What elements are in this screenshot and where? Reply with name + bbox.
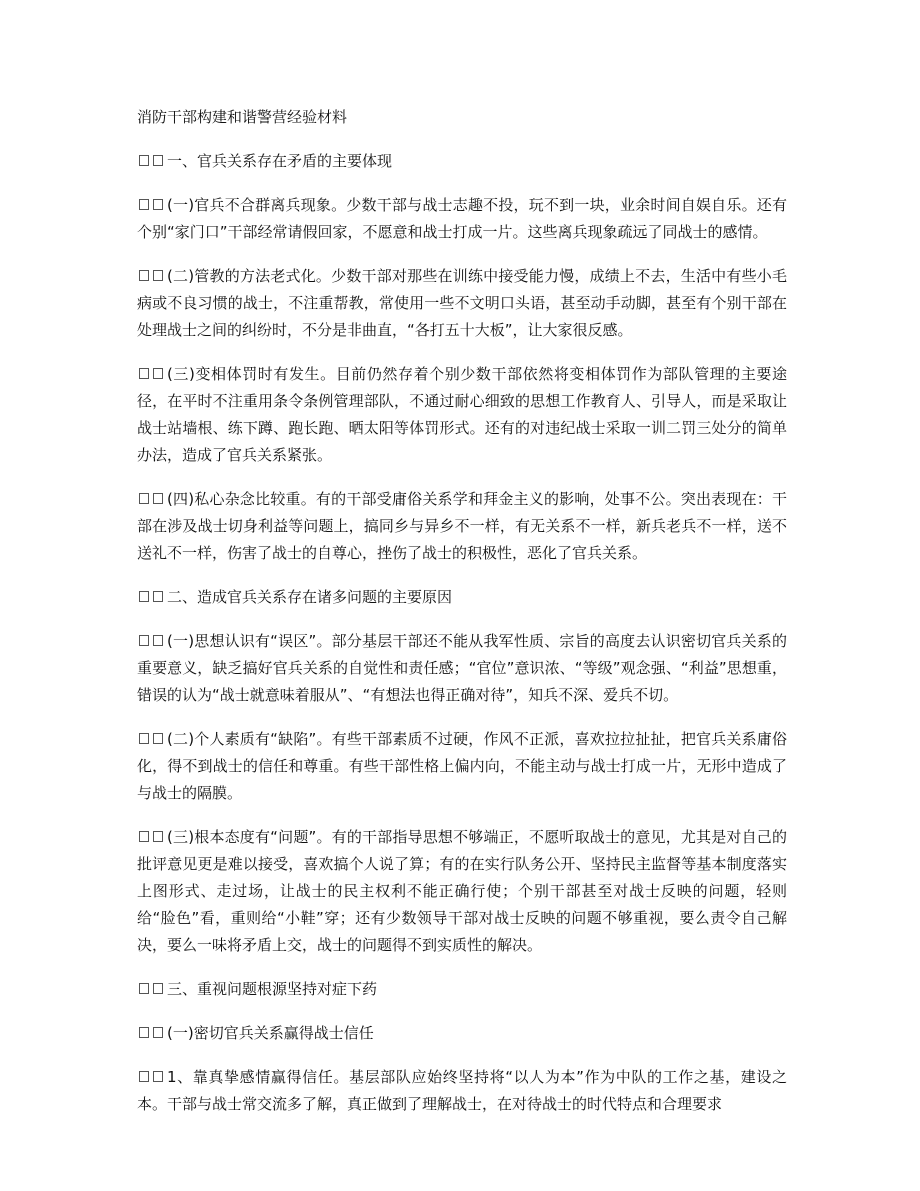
indent-placeholder-icon — [137, 732, 167, 744]
paragraph-text: (一)官兵不合群离兵现象。少数干部与战士志趣不投，玩不到一块，业余时间自娱自乐。还有个别“家门口”干部经常请假回家，不愿意和战士打成一片。这些离兵现象疏远了同战士的感情。 — [137, 196, 787, 241]
paragraph-1-3 — [137, 361, 787, 469]
indent-placeholder-icon — [137, 367, 167, 379]
paragraph-text: (一)密切官兵关系赢得战士信任 — [167, 1024, 374, 1042]
paragraph-text: 二、造成官兵关系存在诸多问题的主要原因 — [167, 588, 453, 606]
document-title: 消防干部构建和谐警营经验材料 — [137, 108, 348, 126]
indent-placeholder-icon — [137, 830, 167, 842]
section-heading-1 — [137, 148, 787, 175]
section-heading-3 — [137, 976, 787, 1003]
paragraph-text: 1、靠真挚感情赢得信任。基层部队应始终坚持将“以人为本”作为中队的工作之基，建设之本。干部与战士常交流多了解，真正做到了理解战士，在对待战士的时代特点和合理要求 — [137, 1068, 787, 1113]
paragraph-1-2 — [137, 263, 787, 344]
indent-placeholder-icon — [137, 269, 167, 281]
paragraph-3-1-1 — [137, 1064, 787, 1118]
paragraph-1-1 — [137, 192, 787, 246]
subsection-heading-3-1 — [137, 1020, 787, 1047]
document-page — [137, 104, 787, 1135]
paragraph-text: (二)管教的方法老式化。少数干部对那些在训练中接受能力慢，成绩上不去，生活中有些小毛病或不良习惯的战士，不注重帮教，常使用一些不文明口头语，甚至动手动脚，甚至有个别干部在处理战士之间的纠纷时，不分是非曲直，“各打五十大板”，让大家很反感。 — [137, 267, 787, 339]
indent-placeholder-icon — [137, 1070, 167, 1082]
indent-placeholder-icon — [137, 154, 167, 166]
indent-placeholder-icon — [137, 590, 167, 602]
paragraph-2-2 — [137, 726, 787, 807]
paragraph-2-1 — [137, 628, 787, 709]
paragraph-text: (四)私心杂念比较重。有的干部受庸俗关系学和拜金主义的影响，处事不公。突出表现在：干部在涉及战士切身利益等问题上，搞同乡与异乡不一样，有无关系不一样，新兵老兵不一样，送不送礼不一样，伤害了战士的自尊心，挫伤了战士的积极性，恶化了官兵关系。 — [137, 490, 787, 562]
paragraph-1-4 — [137, 486, 787, 567]
indent-placeholder-icon — [137, 982, 167, 994]
paragraph-text: (一)思想认识有“误区”。部分基层干部还不能从我军性质、宗旨的高度去认识密切官兵关系的重要意义，缺乏搞好官兵关系的自觉性和责任感；“官位”意识浓、“等级”观念强、“利益”思想重，错误的认为“战士就意味着服从”、“有想法也得正确对待”，知兵不深、爱兵不切。 — [137, 632, 787, 704]
paragraph-text: (二)个人素质有“缺陷”。有些干部素质不过硬，作风不正派，喜欢拉拉扯扯，把官兵关系庸俗化，得不到战士的信任和尊重。有些干部性格上偏内向，不能主动与战士打成一片，无形中造成了与战士的隔膜。 — [137, 730, 787, 802]
paragraph-2-3 — [137, 824, 787, 959]
paragraph-text: (三)变相体罚时有发生。目前仍然存着个别少数干部依然将变相体罚作为部队管理的主要途径，在平时不注重用条令条例管理部队，不通过耐心细致的思想工作教育人、引导人，而是采取让战士站墙根、练下蹲、跑长跑、晒太阳等体罚形式。还有的对违纪战士采取一训二罚三处分的简单办法，造成了官兵关系紧张。 — [137, 365, 787, 464]
indent-placeholder-icon — [137, 492, 167, 504]
paragraph-text: 三、重视问题根源坚持对症下药 — [167, 980, 378, 998]
paragraph-text: (三)根本态度有“问题”。有的干部指导思想不够端正，不愿听取战士的意见，尤其是对自己的批评意见更是难以接受，喜欢搞个人说了算；有的在实行队务公开、坚持民主监督等基本制度落实上图形式、走过场，让战士的民主权利不能正确行使；个别干部甚至对战士反映的问题，轻则给“脸色”看，重则给“小鞋”穿；还有少数领导干部对战士反映的问题不够重视，要么责令自己解决，要么一味将矛盾上交，战士的问题得不到实质性的解决。 — [137, 828, 787, 954]
paragraph-text: 一、官兵关系存在矛盾的主要体现 — [167, 152, 393, 170]
indent-placeholder-icon — [137, 1026, 167, 1038]
indent-placeholder-icon — [137, 198, 167, 210]
indent-placeholder-icon — [137, 634, 167, 646]
section-heading-2 — [137, 584, 787, 611]
